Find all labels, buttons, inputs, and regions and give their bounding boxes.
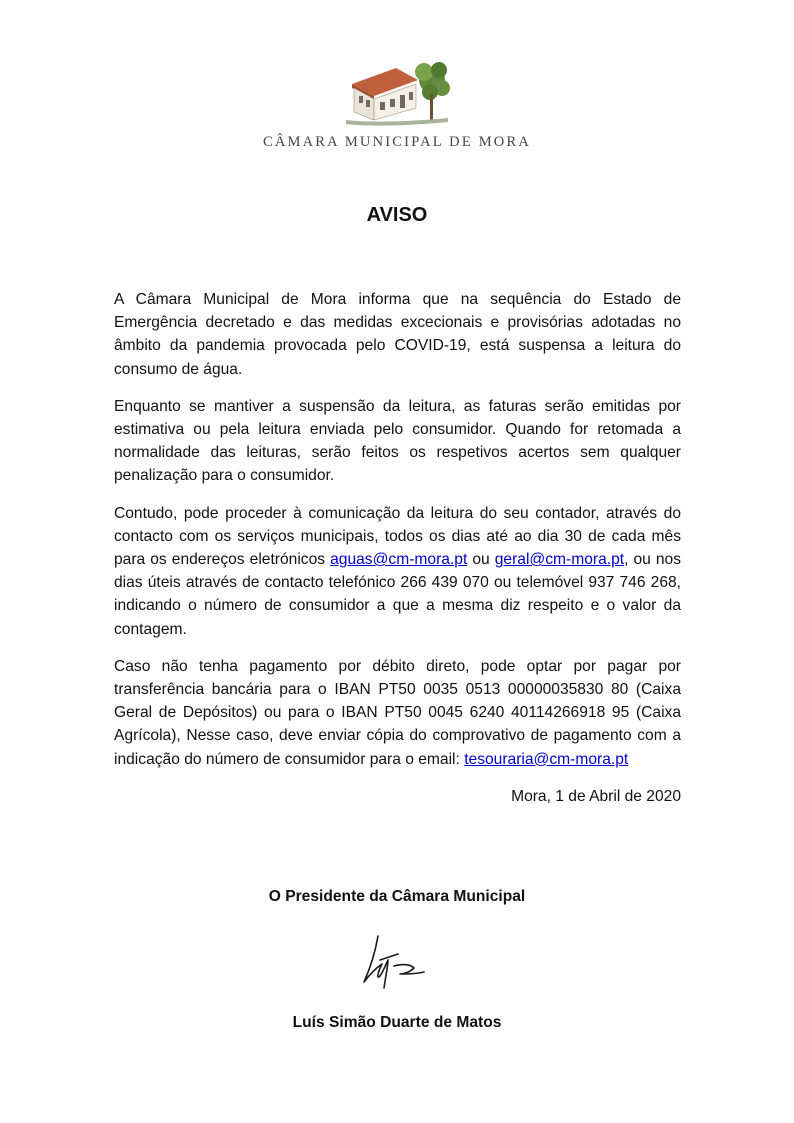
tree-icon [415,62,450,122]
paragraph-text: Contudo, pode proceder à comunicação da leitura do seu contador, através do contacto com os serviços municipais, todos os dias até ao dia 30 de cada mês para os endereços eletrónicos [114,504,681,569]
paragraph-text: Caso não tenha pagamento por débito direto, pode optar por pagar por transferência bancária para o IBAN PT50 0035 0513 00000035830 80 (Caixa Geral de Depósitos) ou para o IBAN PT50 0045 6240 40114266918 95 (Caixa Agrícola), Nesse caso, deve enviar cópia do comprovativo de pagamento com a indicação do número de consumidor para o email: [114,657,681,768]
notice-date: Mora, 1 de Abril de 2020 [511,787,681,805]
paragraph-text: , ou nos dias úteis através de contacto telefónico 266 439 070 ou telemóvel 937 746 268, indicando o número de consumidor a que a mesma diz respeito e o valor da contagem. [114,551,682,638]
town-hall-building-icon [344,58,450,128]
notice-body [114,288,681,822]
signer-role: O Presidente da Câmara Municipal [268,888,526,905]
paragraph-text: ou [467,551,495,569]
notice-title: AVISO [366,204,428,226]
paragraph-suspension: A Câmara Municipal de Mora informa que na sequência do Estado de Emergência decretado e das medidas excecionais e provisórias adotadas no âmbito da pandemia provocada pelo COVID-19, está suspensa a leitura do consumo de água. [114,291,681,378]
email-link-tesouraria[interactable]: tesouraria@cm-mora.pt [464,750,629,768]
paragraph-estimates: Enquanto se mantiver a suspensão da leitura, as faturas serão emitidas por estimativa ou pela leitura enviada pelo consumidor. Quando for retomada a normalidade das leituras, serão feitos os respetivos acertos sem qualquer penalização para o consumidor. [114,397,681,485]
signer-name: Luís Simão Duarte de Matos [292,1014,502,1031]
email-link-aguas[interactable]: aguas@cm-mora.pt [330,551,468,569]
email-link-geral[interactable]: geral@cm-mora.pt [494,551,625,569]
paragraph-payment [114,655,681,771]
paragraph-reading-communication [114,502,681,641]
handwritten-signature-icon [354,930,442,994]
organization-name: CÂMARA MUNICIPAL DE MORA [262,134,532,150]
